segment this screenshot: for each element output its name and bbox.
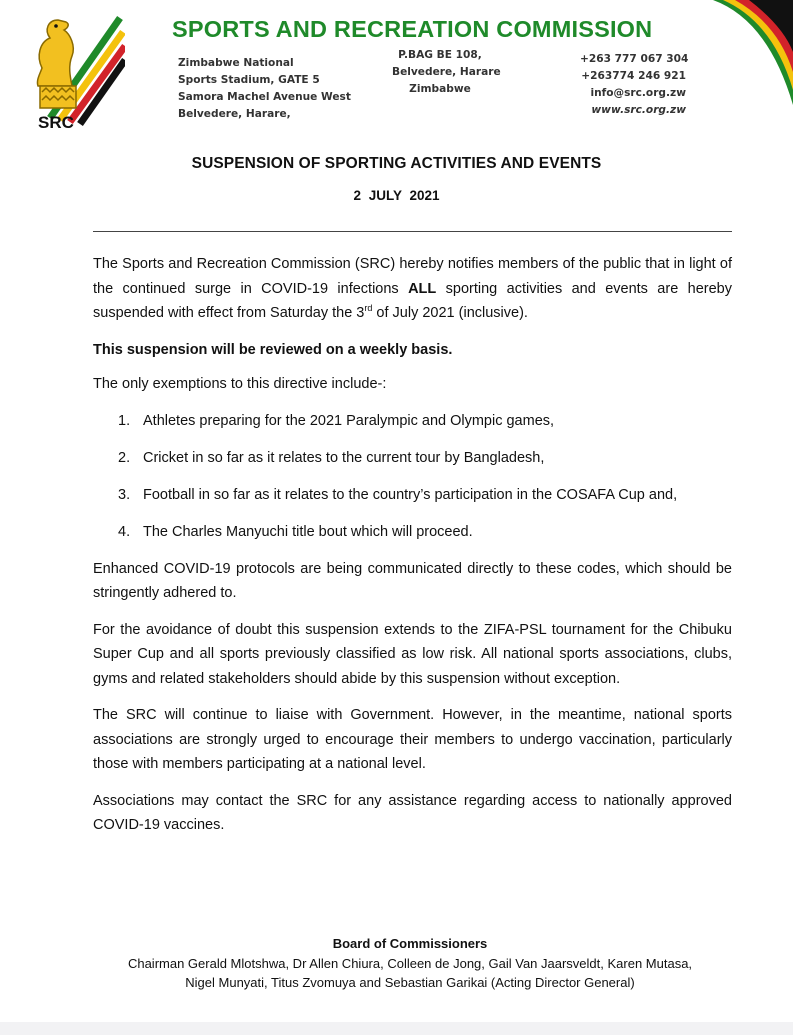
- list-item: 1. Athletes preparing for the 2021 Paralympic and Olympic games,: [118, 412, 555, 429]
- src-logo: [10, 8, 125, 133]
- logo-lettering: SRC: [38, 113, 74, 132]
- address-line: Zimbabwe National: [178, 57, 294, 69]
- paragraph: The Sports and Recreation Commission (SRC) hereby notifies members of the public that in light of the continued surge in COVID-19 infections ALL sporting activities and events are hereby suspended with effect from Saturday the 3rd of July 2021 (inclusive).: [93, 256, 732, 321]
- paragraph: Enhanced COVID-19 protocols are being communicated directly to these codes, which should be stringently adhered to.: [93, 560, 732, 601]
- list-item: 4. The Charles Manyuchi title bout which will proceed.: [118, 523, 473, 540]
- phone-number: +263774 246 921: [581, 70, 686, 82]
- review-notice: This suspension will be reviewed on a weekly basis.: [93, 341, 453, 358]
- paragraph: For the avoidance of doubt this suspension extends to the ZIFA-PSL tournament for the Chibuku Super Cup and all sports previously classified as low risk. All national sports associations, clubs, gyms and related stakeholders should abide by this suspension without exception.: [93, 621, 732, 687]
- exemptions-list: [93, 409, 732, 545]
- list-item: 2. Cricket in so far as it relates to the current tour by Bangladesh,: [118, 449, 545, 466]
- postal-address-block: [392, 47, 501, 98]
- list-item: 3. Football in so far as it relates to the country’s participation in the COSAFA Cup and,: [118, 486, 678, 503]
- contact-block: [580, 51, 689, 119]
- paragraph: The SRC will continue to liaise with Government. However, in the meantime, national sports associations are strongly urged to encourage their members to undergo vaccination, particularly those with members participating at a national level.: [93, 707, 732, 772]
- document-body: [93, 252, 732, 850]
- bottom-edge: [0, 1022, 793, 1035]
- postal-line: Belvedere, Harare: [392, 66, 501, 78]
- website-url: www.src.org.zw: [591, 104, 686, 116]
- email-address: info@src.org.zw: [590, 87, 686, 99]
- address-line: Samora Machel Avenue West: [178, 91, 351, 103]
- corner-stripes: [713, 0, 793, 105]
- board-heading: Board of Commissioners: [332, 936, 488, 951]
- phone-number: +263 777 067 304: [580, 53, 689, 65]
- paragraph: Associations may contact the SRC for any assistance regarding access to nationally approved COVID-19 vaccines.: [93, 792, 732, 833]
- address-line: Belvedere, Harare,: [178, 108, 291, 120]
- postal-line: P.BAG BE 108,: [398, 49, 482, 61]
- document-title: SUSPENSION OF SPORTING ACTIVITIES AND EVENTS: [191, 155, 602, 172]
- document-date: 2 JULY 2021: [353, 188, 440, 203]
- paragraph: The only exemptions to this directive include-:: [93, 376, 387, 392]
- board-members-line: Nigel Munyati, Titus Zvomuya and Sebastian Garikai (Acting Director General): [185, 975, 635, 990]
- organization-name: SPORTS AND RECREATION COMMISSION: [172, 16, 653, 42]
- emphasis: ALL: [408, 280, 437, 297]
- address-line: Sports Stadium, GATE 5: [178, 74, 320, 86]
- address-block: [178, 55, 351, 123]
- board-of-commissioners: [0, 934, 793, 993]
- header-divider: [93, 231, 732, 232]
- postal-line: Zimbabwe: [409, 83, 471, 95]
- board-members-line: Chairman Gerald Mlotshwa, Dr Allen Chiura, Colleen de Jong, Gail Van Jaarsveldt, Karen Mutasa,: [127, 955, 693, 971]
